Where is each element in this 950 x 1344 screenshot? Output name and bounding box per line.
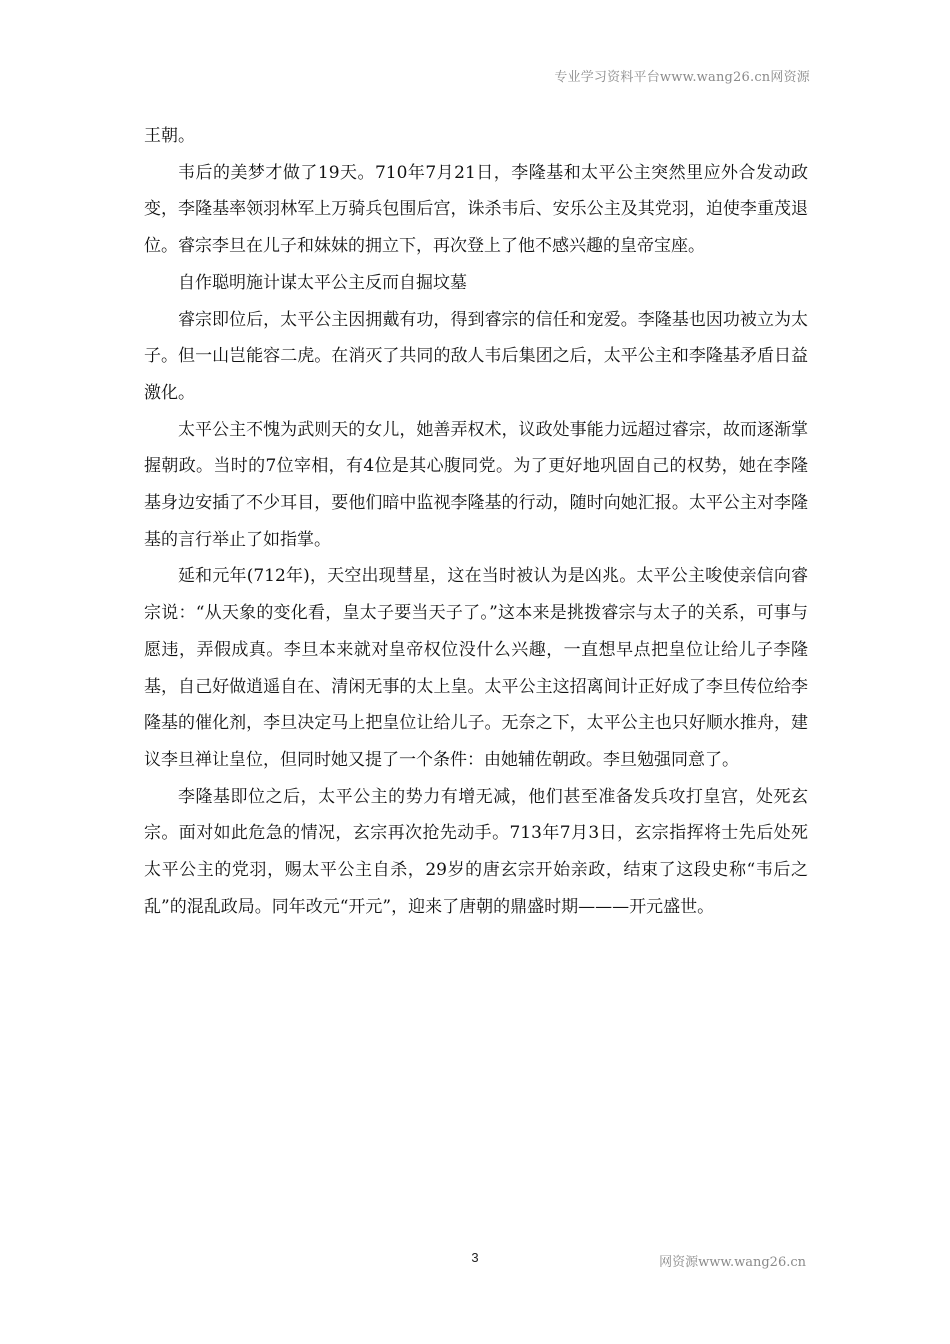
document-body: [144, 118, 808, 925]
footer-watermark: 网资源www.wang26.cn: [659, 1255, 806, 1270]
page-number: 3: [471, 1250, 479, 1265]
section-heading: 自作聪明施计谋太平公主反而自掘坟墓: [178, 272, 467, 293]
header-watermark: 专业学习资料平台www.wang26.cn网资源: [554, 70, 810, 85]
paragraph-3: 睿宗即位后，太平公主因拥戴有功，得到睿宗的信任和宠爱。李隆基也因功被立为太子。但一山岂能容二虎。在消灭了共同的敌人韦后集团之后，太平公主和李隆基矛盾日益激化。: [144, 309, 808, 403]
paragraph-5: 延和元年(712年)，天空出现彗星，这在当时被认为是凶兆。太平公主唆使亲信向睿宗说：“从天象的变化看，皇太子要当天子了。”这本来是挑拨睿宗与太子的关系，可事与愿违，弄假成真。李旦本来就对皇帝权位没什么兴趣，一直想早点把皇位让给儿子李隆基，自己好做逍遥自在、清闲无事的太上皇。太平公主这招离间计正好成了李旦传位给李隆基的催化剂，李旦决定马上把皇位让给儿子。无奈之下，太平公主也只好顺水推舟，建议李旦禅让皇位，但同时她又提了一个条件：由她辅佐朝政。李旦勉强同意了。: [144, 566, 808, 770]
paragraph-1: 王朝。: [144, 126, 195, 146]
paragraph-4: 太平公主不愧为武则天的女儿，她善弄权术，议政处事能力远超过睿宗，故而逐渐掌握朝政。当时的7位宰相，有4位是其心腹同党。为了更好地巩固自己的权势，她在李隆基身边安插了不少耳目，要他们暗中监视李隆基的行动，随时向她汇报。太平公主对李隆基的言行举止了如指掌。: [144, 419, 808, 550]
paragraph-2: 韦后的美梦才做了19天。710年7月21日，李隆基和太平公主突然里应外合发动政变，李隆基率领羽林军上万骑兵包围后宫，诛杀韦后、安乐公主及其党羽，迫使李重茂退位。睿宗李旦在儿子和妹妹的拥立下，再次登上了他不感兴趣的皇帝宝座。: [144, 162, 808, 257]
paragraph-6: 李隆基即位之后，太平公主的势力有增无减，他们甚至准备发兵攻打皇宫，处死玄宗。面对如此危急的情况，玄宗再次抢先动手。713年7月3日，玄宗指挥将士先后处死太平公主的党羽，赐太平公主自杀，29岁的唐玄宗开始亲政，结束了这段史称“韦后之乱”的混乱政局。同年改元“开元”，迎来了唐朝的鼎盛时期———开元盛世。: [144, 786, 808, 917]
